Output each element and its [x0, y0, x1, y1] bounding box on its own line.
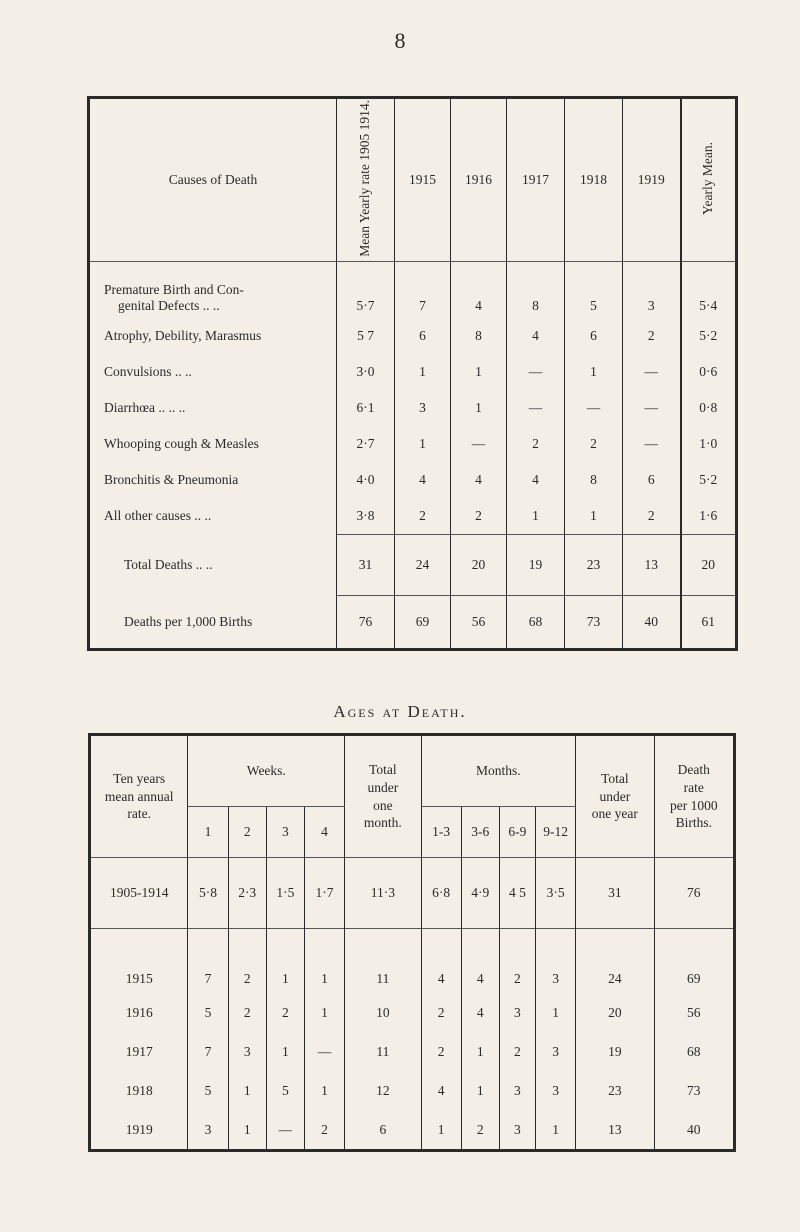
table-row	[89, 318, 737, 354]
cell-1919: 2	[623, 498, 681, 535]
cell-month-1-3: 6·8	[421, 858, 461, 929]
cell-month-9-12: 3	[536, 1071, 576, 1110]
cell-1919: 3	[623, 262, 681, 319]
cell-1915: 2	[395, 498, 451, 535]
cell-week-4: 1	[304, 993, 344, 1032]
cell-week-4: 1	[304, 929, 344, 994]
cell-week-4: 2	[304, 1110, 344, 1151]
cell-week-1: 5	[188, 993, 228, 1032]
cell-1916: 2	[451, 498, 507, 535]
total-1916: 20	[451, 535, 507, 596]
cell-yearly-mean: 1·6	[681, 498, 737, 535]
table-row	[90, 1032, 735, 1071]
cell-month-3-6: 1	[461, 1071, 499, 1110]
cell-yearly-mean: 5·4	[681, 262, 737, 319]
cell-week-2: 2	[228, 993, 266, 1032]
cell-week-1: 5·8	[188, 858, 228, 929]
cell-total-month: 10	[345, 993, 421, 1032]
cell-1918: 2	[565, 426, 623, 462]
cell-week-3: —	[266, 1110, 304, 1151]
cell-week-3: 1·5	[266, 858, 304, 929]
ages-at-death-title: Ages at Death.	[333, 702, 467, 721]
cell-month-9-12: 1	[536, 993, 576, 1032]
cell-1918: 6	[565, 318, 623, 354]
cell-month-3-6: 4·9	[461, 858, 499, 929]
cell-week-4: 1·7	[304, 858, 344, 929]
cause-label: All other causes .. ..	[104, 508, 212, 524]
cell-death-rate: 56	[654, 993, 734, 1032]
header-mean-rate: Mean Yearly rate 1905 1914.	[337, 98, 395, 262]
cell-yearly-mean: 5·2	[681, 462, 737, 498]
header-weeks: Weeks.	[188, 735, 345, 807]
cell-1919: 2	[623, 318, 681, 354]
header-1915: 1915	[395, 98, 451, 262]
rate-1917: 68	[507, 596, 565, 650]
cell-period: 1919	[125, 1121, 153, 1137]
cell-1915: 6	[395, 318, 451, 354]
cell-total-month: 6	[345, 1110, 421, 1151]
cell-month-3-6: 1	[461, 1032, 499, 1071]
cell-1915: 7	[395, 262, 451, 319]
cell-yearly-mean: 0·6	[681, 354, 737, 390]
total-mean: 31	[337, 535, 395, 596]
cell-week-2: 1	[228, 1110, 266, 1151]
cell-month-1-3: 4	[421, 1071, 461, 1110]
cell-total-month: 11	[345, 1032, 421, 1071]
header-month-1-3: 1-3	[421, 807, 461, 858]
cell-1917: 2	[507, 426, 565, 462]
header-yearly-mean: Yearly Mean.	[681, 98, 737, 262]
cell-death-rate: 73	[654, 1071, 734, 1110]
header-1917: 1917	[507, 98, 565, 262]
header-month-6-9: 6-9	[499, 807, 535, 858]
cell-1918: 8	[565, 462, 623, 498]
cell-1915: 4	[395, 462, 451, 498]
cell-month-6-9: 3	[499, 1071, 535, 1110]
cell-period: 1917	[125, 1043, 153, 1059]
cause-label: Diarrhœa .. .. ..	[104, 400, 186, 415]
cell-1917: —	[507, 390, 565, 426]
total-1915: 24	[395, 535, 451, 596]
cell-1919: —	[623, 390, 681, 426]
header-months: Months.	[421, 735, 576, 807]
cell-week-1: 7	[188, 1032, 228, 1071]
cell-death-rate: 40	[654, 1110, 734, 1151]
cell-1918: 1	[565, 354, 623, 390]
cell-month-1-3: 1	[421, 1110, 461, 1151]
table-row	[90, 858, 735, 929]
cell-mean: 5 7	[337, 318, 395, 354]
total-label: Total Deaths .. ..	[124, 557, 213, 572]
cell-1915: 3	[395, 390, 451, 426]
rate-1919: 40	[623, 596, 681, 650]
cell-total-year: 23	[576, 1071, 654, 1110]
cell-total-month: 11·3	[345, 858, 421, 929]
cell-1916: 1	[451, 390, 507, 426]
rate-1916: 56	[451, 596, 507, 650]
header-death-rate: Death rate per 1000 Births.	[654, 735, 734, 858]
table-row	[90, 929, 735, 994]
cell-1918: 1	[565, 498, 623, 535]
cell-mean: 3·8	[337, 498, 395, 535]
total-1919: 13	[623, 535, 681, 596]
cell-death-rate: 68	[654, 1032, 734, 1071]
cell-week-4: 1	[304, 1071, 344, 1110]
cell-week-2: 2	[228, 929, 266, 994]
deaths-per-1000-row	[89, 596, 737, 650]
cell-period: 1916	[125, 1004, 153, 1020]
table-row	[89, 390, 737, 426]
cell-month-9-12: 3·5	[536, 858, 576, 929]
cell-mean: 4·0	[337, 462, 395, 498]
header-1918: 1918	[565, 98, 623, 262]
cause-label: Premature Birth and Con- genital Defects .. ..	[89, 262, 337, 319]
cell-month-3-6: 2	[461, 1110, 499, 1151]
ages-at-death-table	[88, 733, 736, 1152]
total-1917: 19	[507, 535, 565, 596]
cell-mean: 5·7	[337, 262, 395, 319]
header-causes: Causes of Death	[168, 172, 258, 187]
cell-week-2: 2·3	[228, 858, 266, 929]
cell-week-4: —	[304, 1032, 344, 1071]
total-1918: 23	[565, 535, 623, 596]
header-week-2: 2	[228, 807, 266, 858]
table-row	[89, 354, 737, 390]
cell-week-1: 3	[188, 1110, 228, 1151]
cell-1919: —	[623, 426, 681, 462]
cell-1916: 1	[451, 354, 507, 390]
cell-month-3-6: 4	[461, 929, 499, 994]
cell-1917: —	[507, 354, 565, 390]
cell-total-month: 12	[345, 1071, 421, 1110]
cell-week-3: 5	[266, 1071, 304, 1110]
table-row	[89, 462, 737, 498]
cell-month-9-12: 3	[536, 929, 576, 994]
total-deaths-row	[89, 535, 737, 596]
cell-period: 1918	[125, 1082, 153, 1098]
table-row	[90, 993, 735, 1032]
causes-of-death-table	[87, 96, 738, 651]
cell-1917: 1	[507, 498, 565, 535]
cell-1919: —	[623, 354, 681, 390]
header-1916: 1916	[451, 98, 507, 262]
cell-week-1: 7	[188, 929, 228, 994]
cell-1917: 4	[507, 318, 565, 354]
header-week-4: 4	[304, 807, 344, 858]
cell-total-year: 20	[576, 993, 654, 1032]
cell-month-6-9: 3	[499, 1110, 535, 1151]
header-month-3-6: 3-6	[461, 807, 499, 858]
cell-yearly-mean: 5·2	[681, 318, 737, 354]
table-row	[90, 1071, 735, 1110]
cell-month-1-3: 2	[421, 993, 461, 1032]
cell-death-rate: 76	[654, 858, 734, 929]
cell-total-year: 24	[576, 929, 654, 994]
cell-week-3: 2	[266, 993, 304, 1032]
cell-mean: 2·7	[337, 426, 395, 462]
cell-1916: 4	[451, 262, 507, 319]
table-header-row	[90, 735, 735, 807]
cell-period: 1915	[90, 929, 188, 994]
header-1919: 1919	[623, 98, 681, 262]
cell-1917: 8	[507, 262, 565, 319]
cell-1919: 6	[623, 462, 681, 498]
cell-1915: 1	[395, 354, 451, 390]
cause-label: Convulsions .. ..	[104, 364, 192, 379]
cell-yearly-mean: 0·8	[681, 390, 737, 426]
cell-month-3-6: 4	[461, 993, 499, 1032]
cell-week-2: 3	[228, 1032, 266, 1071]
header-total-under-one-month: Total under one month.	[345, 735, 421, 858]
cell-total-month: 11	[345, 929, 421, 994]
cell-death-rate: 69	[654, 929, 734, 994]
cell-mean: 6·1	[337, 390, 395, 426]
table-header-row	[89, 98, 737, 262]
rate-mean: 76	[337, 596, 395, 650]
cell-month-6-9: 2	[499, 929, 535, 994]
cell-total-year: 13	[576, 1110, 654, 1151]
cell-1918: 5	[565, 262, 623, 319]
cell-total-year: 19	[576, 1032, 654, 1071]
rate-1915: 69	[395, 596, 451, 650]
header-total-under-one-year: Total under one year	[576, 735, 654, 858]
cell-1918: —	[565, 390, 623, 426]
cell-1916: —	[451, 426, 507, 462]
header-week-3: 3	[266, 807, 304, 858]
cell-month-6-9: 4 5	[499, 858, 535, 929]
table-row	[90, 1110, 735, 1151]
cell-month-6-9: 2	[499, 1032, 535, 1071]
header-week-1: 1	[188, 807, 228, 858]
table-row	[89, 426, 737, 462]
cell-mean: 3·0	[337, 354, 395, 390]
table-row	[89, 498, 737, 535]
cell-1916: 8	[451, 318, 507, 354]
cell-month-9-12: 3	[536, 1032, 576, 1071]
cell-month-1-3: 2	[421, 1032, 461, 1071]
table-row	[89, 262, 737, 319]
cell-1915: 1	[395, 426, 451, 462]
cell-week-3: 1	[266, 929, 304, 994]
cell-1917: 4	[507, 462, 565, 498]
cell-week-1: 5	[188, 1071, 228, 1110]
rate-yearly-mean: 61	[681, 596, 737, 650]
cell-period: 1905-1914	[90, 858, 188, 929]
total-yearly-mean: 20	[681, 535, 737, 596]
cause-label: Atrophy, Debility, Marasmus	[104, 328, 262, 343]
cell-1916: 4	[451, 462, 507, 498]
rate-label: Deaths per 1,000 Births	[124, 613, 253, 629]
cause-label: Bronchitis & Pneumonia	[104, 472, 239, 487]
cell-month-6-9: 3	[499, 993, 535, 1032]
page-number: 8	[394, 28, 406, 53]
cause-label: Whooping cough & Measles	[104, 436, 259, 451]
rate-1918: 73	[565, 596, 623, 650]
header-period: Ten years mean annual rate.	[104, 771, 174, 822]
cell-total-year: 31	[576, 858, 654, 929]
cell-week-2: 1	[228, 1071, 266, 1110]
header-month-9-12: 9-12	[536, 807, 576, 858]
cell-yearly-mean: 1·0	[681, 426, 737, 462]
cell-week-3: 1	[266, 1032, 304, 1071]
cell-month-1-3: 4	[421, 929, 461, 994]
cell-month-9-12: 1	[536, 1110, 576, 1151]
